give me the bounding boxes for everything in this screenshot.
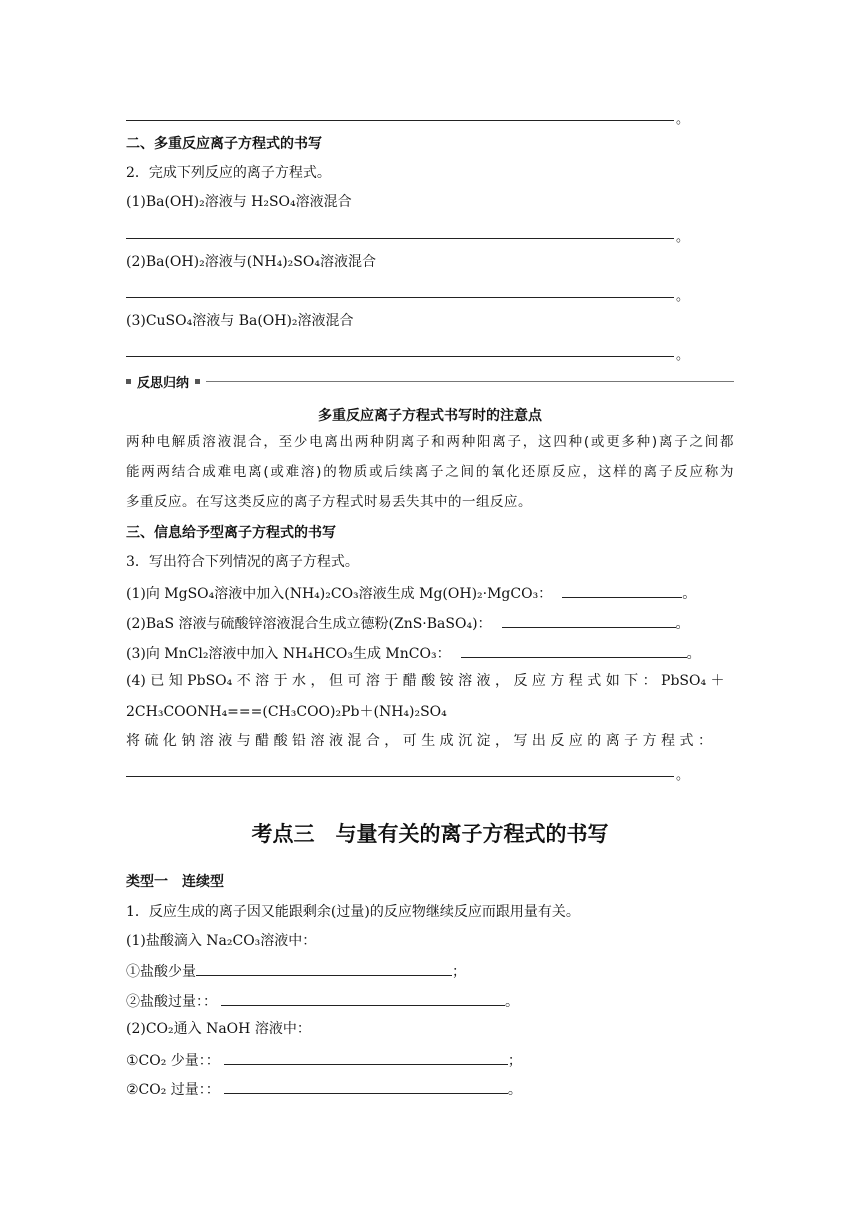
sub-question: (2)CO₂通入 NaOH 溶液中： (126, 1021, 311, 1037)
sub-question (126, 613, 690, 633)
period: 。 (676, 348, 690, 363)
period: 。 (505, 994, 519, 1010)
sub-question-text: (3)向 MnCl₂溶液中加入 NH₄HCO₃生成 MnCO₃： (126, 646, 451, 662)
answer-blank (196, 961, 452, 976)
reflection-paragraph: 能两两结合成难电离(或难溶)的物质或后续离子之间的氧化还原反应，这样的离子反应称为 (126, 464, 734, 480)
divider (206, 381, 734, 382)
reflection-paragraph: 多重反应。在写这类反应的离子方程式时易丢失其中的一组反应。 (126, 494, 532, 510)
equation: 2CH₃COONH₄===(CH₃COO)₂Pb＋(NH₄)₂SO₄ (126, 704, 447, 720)
question-text: 1．反应生成的离子因又能跟剩余(过量)的反应物继续反应而跟用量有关。 (126, 904, 580, 920)
answer-line (126, 776, 674, 777)
question-text: 2．完成下列反应的离子方程式。 (126, 165, 331, 181)
period: 。 (686, 646, 701, 662)
sub-question-text: (1)向 MgSO₄溶液中加入(NH₄)₂CO₃溶液生成 Mg(OH)₂·MgCO₃： (126, 586, 553, 602)
sub-question-text: (2)BaS 溶液与硫酸锌溶液混合生成立德粉(ZnS·BaSO₄)： (126, 616, 492, 632)
square-bullet-icon (195, 379, 200, 384)
sub-question (126, 1079, 522, 1099)
period: 。 (675, 616, 690, 632)
sub-question: (3)CuSO₄溶液与 Ba(OH)₂溶液混合 (126, 313, 354, 329)
sub-question-text: ①盐酸少量 (126, 964, 196, 980)
period: 。 (507, 1082, 522, 1098)
reflection-title: 多重反应离子方程式书写时的注意点 (318, 408, 542, 424)
answer-blank (461, 643, 687, 658)
reflection-paragraph: 两种电解质溶液混合，至少电离出两种阴离子和两种阳离子，这四种(或更多种)离子之间都 (126, 434, 734, 450)
answer-blank (224, 1079, 508, 1094)
sub-question (126, 1050, 522, 1070)
semicolon: ； (452, 964, 466, 980)
sub-question: (1)Ba(OH)₂溶液与 H₂SO₄溶液混合 (126, 194, 352, 210)
answer-blank (224, 1050, 508, 1065)
sub-question (126, 991, 519, 1011)
period: 。 (676, 289, 690, 304)
section-heading: 二、多重反应离子方程式的书写 (126, 136, 322, 152)
sub-question (126, 961, 466, 981)
sub-question-text: ①CO₂ 少量：： (126, 1053, 220, 1069)
reflection-header (126, 372, 734, 390)
sub-question (126, 643, 701, 663)
sub-question-text: ②CO₂ 过量：： (126, 1082, 220, 1098)
answer-line (126, 356, 674, 357)
answer-blank (562, 583, 682, 598)
square-bullet-icon (126, 379, 131, 384)
sub-question: (4) 已 知 PbSO₄ 不 溶 于 水 ， 但 可 溶 于 醋 酸 铵 溶 液 ， 反 应 方 程 式 如 下 ： PbSO₄ ＋ (126, 673, 725, 689)
period: 。 (682, 586, 697, 602)
answer-line (126, 297, 674, 298)
sub-question: (1)盐酸滴入 Na₂CO₃溶液中： (126, 933, 317, 949)
sub-question (126, 583, 696, 603)
semicolon: ； (507, 1053, 522, 1069)
type-heading: 类型一 连续型 (126, 874, 224, 890)
answer-line (126, 120, 674, 121)
question-text: 3．写出符合下列情况的离子方程式。 (126, 554, 359, 570)
sub-question-text: ②盐酸过量：： (126, 994, 217, 1010)
instruction: 将 硫 化 钠 溶 液 与 醋 酸 铅 溶 液 混 合 ， 可 生 成 沉 淀 ， 写 出 反 应 的 离 子 方 程 式 ： (126, 733, 712, 749)
reflection-label: 反思归纳 (137, 375, 190, 391)
period: 。 (676, 230, 690, 245)
period: 。 (676, 112, 690, 127)
answer-blank (221, 991, 505, 1006)
answer-line (126, 238, 674, 239)
sub-question: (2)Ba(OH)₂溶液与(NH₄)₂SO₄溶液混合 (126, 254, 376, 270)
page-title: 考点三 与量有关的离子方程式的书写 (251, 822, 609, 846)
answer-blank (502, 613, 676, 628)
period: 。 (676, 768, 690, 783)
section-heading: 三、信息给予型离子方程式的书写 (126, 525, 336, 541)
